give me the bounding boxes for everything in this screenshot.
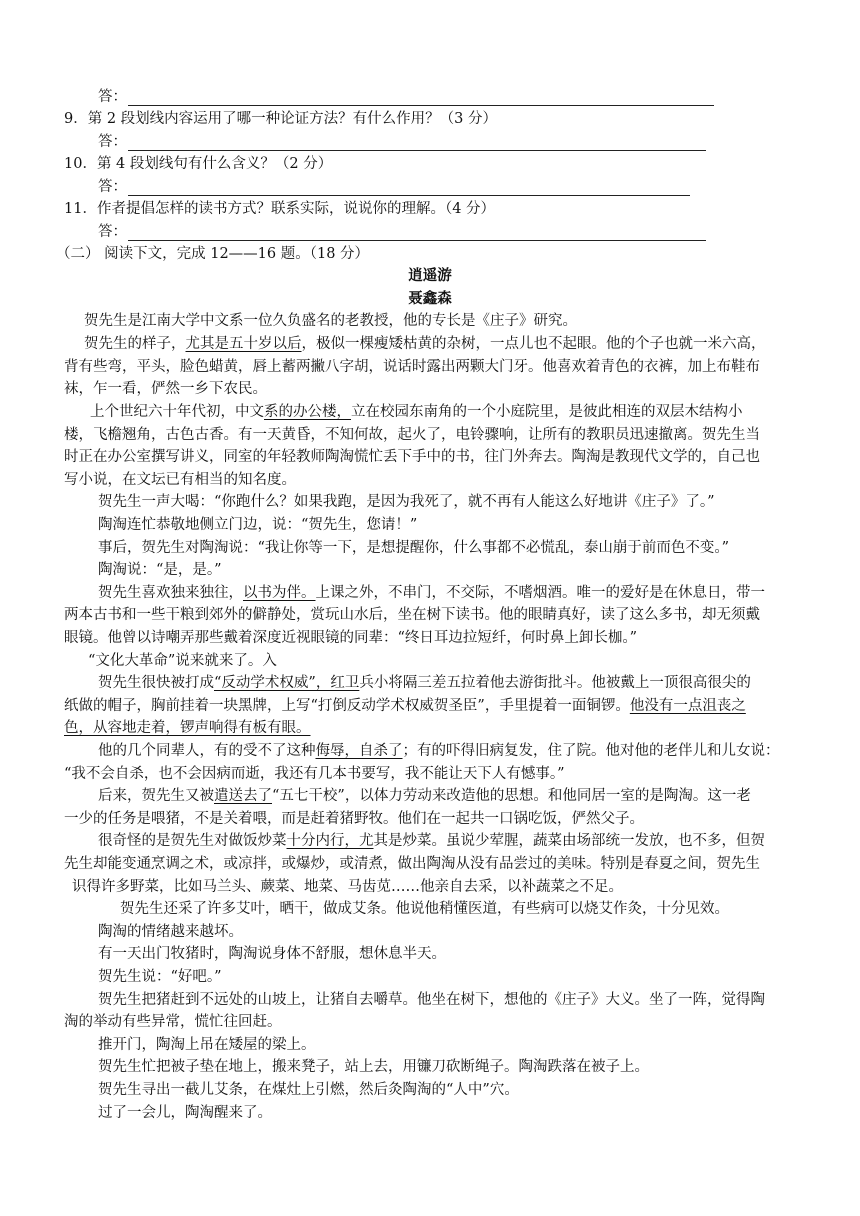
answer-blank[interactable]: [128, 105, 714, 106]
underlined-phrase: 尤其是五十岁以后: [185, 336, 302, 352]
text: 纸做的帽子，胸前挂着一块黑牌，上写“打倒反动学术权威贺圣臣”，手里提着一面铜锣。: [64, 698, 630, 714]
text: ，极似一棵瘦矮枯黄的杂树，一点儿也不起眼。他的个子也就一米六高，: [301, 336, 766, 352]
underlined-phrase: 系的办公楼，: [264, 404, 351, 420]
body-line: 两本古书和一些干粮到郊外的僻静处，赏玩山水后，坐在树下读书。他的眼睛真好，读了这么多书，却无须戴: [64, 607, 760, 623]
body-line: [84, 333, 824, 355]
body-line: 贺先生是江南大学中文系一位久负盛名的老教授，他的专长是《庄子》研究。: [84, 313, 577, 329]
body-line: “文化大革命”说来就来了。入: [88, 653, 277, 669]
text: 其是炒菜。虽说少荤腥，蔬菜由场部统一发放，也不多，但贺: [373, 833, 765, 849]
underlined-phrase: 以书为伴。: [243, 585, 316, 601]
body-line: 识得许多野菜，比如马兰头、蕨菜、地菜、马齿苋……他亲自去采，以补蔬菜之不足。: [72, 879, 623, 895]
text: 上个世纪六十年代初，中文: [90, 404, 264, 420]
text: 贺先生的样子，: [84, 336, 186, 352]
text: 贺先生喜欢独来独往，: [98, 585, 243, 601]
body-line: 眼镜。他曾以诗嘲弄那些戴着深度近视眼镜的同辈：“终日耳边拉短纤，何时鼻上卸长枷。”: [64, 630, 638, 646]
body-line: 贺先生把猪赶到不远处的山坡上，让猪自去嚼草。他坐在树下，想他的《庄子》大义。坐了一阵，觉得陶: [98, 992, 765, 1008]
body-line: [98, 740, 838, 762]
body-line: 背有些弯，平头，脸色蜡黄，唇上蓄两撇八字胡，说话时露出两颗大门牙。他喜欢着青色的衣裤，加上布鞋布: [64, 359, 760, 375]
body-line: 过了一会儿，陶淘醒来了。: [98, 1105, 272, 1121]
text: 立在校园东南角的一个小庭院里，是彼此相连的双层木结构小: [351, 404, 743, 420]
question-10: 10．第 4 段划线句有什么含义？（2 分）: [64, 156, 333, 172]
body-line: 陶淘连忙恭敬地侧立门边，说：“贺先生，您请！”: [98, 517, 418, 533]
body-line: [90, 401, 830, 423]
answer-line-11[interactable]: [98, 221, 838, 243]
text: 兵小将隔三差五拉着他去游街批斗。他被戴上一顶很高很尖的: [359, 675, 751, 691]
answer-label: 答：: [98, 134, 127, 150]
body-line: 写小说，在文坛已有相当的知名度。: [64, 472, 296, 488]
body-line: [98, 830, 838, 852]
question-11: 11．作者提倡怎样的读书方式？联系实际，说说你的理解。（4 分）: [64, 201, 496, 217]
answer-blank[interactable]: [128, 240, 706, 241]
body-line: 陶淘的情绪越来越坏。: [98, 924, 243, 940]
body-line: 贺先生寻出一截儿艾条，在煤灶上引燃，然后灸陶淘的“人中”穴。: [98, 1082, 519, 1098]
text: 他的几个同辈人，有的受不了这种: [98, 743, 316, 759]
underlined-phrase: 色，从容地走着，锣声响得有板有眼。: [64, 720, 311, 736]
text: “五七干校”，以体力劳动来改造他的思想。和他同居一室的是陶淘。这一老: [272, 788, 751, 804]
body-line: [98, 672, 838, 694]
body-line: 贺先生忙把被子垫在地上，搬来凳子，站上去，用镰刀砍断绳子。陶淘跌落在被子上。: [98, 1059, 649, 1075]
underlined-phrase: 侮辱，自杀了: [315, 743, 403, 759]
body-line: 贺先生说：“好吧。”: [98, 969, 222, 985]
underlined-phrase: 他没有一点沮丧之: [629, 698, 746, 714]
body-line: 有一天出门牧猪时，陶淘说身体不舒服，想休息半天。: [98, 946, 446, 962]
text: 上课之外，不串门，不交际，不嗜烟酒。唯一的爱好是在休息日，带一: [315, 585, 765, 601]
body-line: [98, 582, 838, 604]
body-line: [64, 695, 804, 717]
body-line: 事后，贺先生对陶淘说：“我让你等一下，是想提醒你，什么事都不必慌乱，泰山崩于前而色不变。”: [98, 540, 730, 556]
article-title: 逍遥游: [408, 267, 452, 284]
answer-line-9[interactable]: [98, 131, 838, 153]
underlined-phrase: “反动学术权威”，红卫: [214, 675, 360, 691]
body-line: 推开门，陶淘上吊在矮屋的梁上。: [98, 1037, 316, 1053]
text: ；有的吓得旧病复发，住了院。他对他的老伴儿和儿女说：: [402, 743, 780, 759]
body-line: [64, 717, 804, 739]
underlined-phrase: 遣送去了: [214, 788, 272, 804]
answer-label: 答：: [98, 179, 127, 195]
answer-label: 答：: [98, 89, 127, 105]
text: 贺先生很快被打成: [98, 675, 214, 691]
body-line: [98, 785, 838, 807]
body-line: 陶淘说：“是，是。”: [98, 562, 222, 578]
section-heading: （二） 阅读下文，完成 12——16 题。（18 分）: [56, 246, 370, 262]
body-line: 袜，乍一看，俨然一乡下农民。: [64, 381, 267, 397]
answer-blank[interactable]: [128, 150, 706, 151]
article-author: 聂鑫森: [408, 290, 452, 307]
text: 很奇怪的是贺先生对做饭炒菜: [98, 833, 287, 849]
body-line: 贺先生还采了许多艾叶，晒干，做成艾条。他说他稍懂医道，有些病可以烧艾作灸，十分见效。: [120, 901, 729, 917]
answer-line-10[interactable]: [98, 176, 838, 198]
answer-line-8[interactable]: [98, 86, 838, 108]
body-line: 楼，飞檐翘角，古色古香。有一天黄昏，不知何故，起火了，电铃骤响，让所有的教职员迅速撤离。贺先生当: [64, 427, 760, 443]
body-line: 先生却能变通烹调之术，或凉拌，或爆炒，或清煮，做出陶淘从没有品尝过的美味。特别是春夏之间，贺先生: [64, 856, 760, 872]
body-line: 时正在办公室撰写讲义，同室的年轻教师陶淘慌忙丢下手中的书，往门外奔去。陶淘是教现代文学的，自己也: [64, 449, 760, 465]
body-line: 淘的举动有些异常，慌忙往回赶。: [64, 1014, 282, 1030]
question-9: 9．第 2 段划线内容运用了哪一种论证方法？有什么作用？（3 分）: [64, 111, 498, 127]
body-line: “我不会自杀，也不会因病而逝，我还有几本书要写，我不能让天下人有憾事。”: [64, 766, 565, 782]
text: 后来，贺先生又被: [98, 788, 214, 804]
body-line: 一少的任务是喂猪，不是关着喂，而是赶着猪野牧。他们在一起共一口锅吃饭，俨然父子。: [64, 811, 644, 827]
answer-blank[interactable]: [128, 195, 690, 196]
underlined-phrase: 十分内行，尤: [286, 833, 374, 849]
answer-label: 答：: [98, 224, 127, 240]
body-line: 贺先生一声大喝：“你跑什么？如果我跑，是因为我死了，就不再有人能这么好地讲《庄子》了。”: [98, 494, 715, 510]
